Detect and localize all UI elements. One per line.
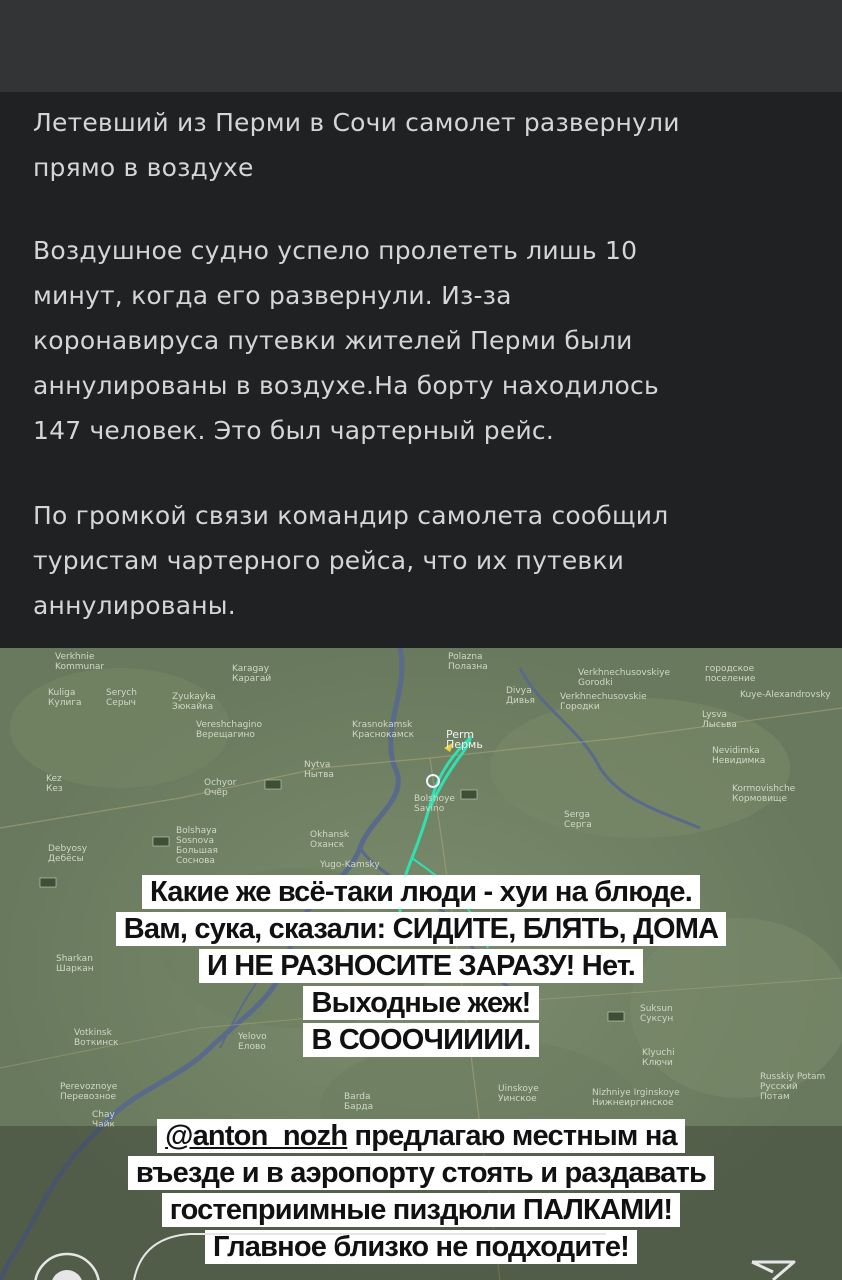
map-label: Chay Чайк	[92, 1110, 115, 1130]
top-bar	[0, 0, 842, 92]
post-line: прямо в воздухе	[33, 153, 254, 182]
sticker-line: въезде и в аэропорту стоять и раздавать	[128, 1156, 714, 1190]
map-label: Sharkan Шаркан	[56, 954, 94, 974]
map-label: Kormovishche Кормовище	[732, 784, 796, 804]
post-line: аннулированы в воздухе.На борту находилось	[33, 371, 659, 400]
user-mention-link[interactable]: @anton_nozh	[165, 1120, 348, 1152]
post-line: туристам чартерного рейса, что их путевки	[33, 546, 625, 575]
map-label: Bolshaya Sosnova Большая Сосновa	[176, 826, 218, 866]
map-label: Kuye-Alexandrovsky	[740, 690, 831, 700]
map-label: Karagay Карагай	[232, 664, 272, 684]
map-label: Verkhnie Kommunar	[55, 652, 105, 672]
map-label: Nevidimka Невидимка	[712, 746, 766, 766]
sticker-line	[157, 1119, 685, 1153]
map-label: Votkinsk Воткинск	[74, 1028, 119, 1048]
map-label: Nytva Нытва	[304, 760, 334, 780]
map-label: Yelovo Елово	[238, 1032, 267, 1052]
road-shield-icon	[265, 780, 281, 789]
post-line: минут, когда его развернули. Из-за	[33, 281, 512, 310]
message-bubble-icon[interactable]	[130, 1230, 610, 1280]
road-shield-icon	[153, 837, 169, 846]
post-line: Воздушное судно успело пролететь лишь 10	[33, 236, 638, 265]
sticker-line: Какие же всё-таки люди - хуи на блюде.	[142, 875, 700, 909]
sticker-text: предлагаю местным на	[347, 1120, 677, 1152]
map-label: Perevoznoye Перевозное	[60, 1082, 118, 1102]
post-line: Летевший из Перми в Сочи самолет развернули	[33, 108, 680, 137]
map-label: Uinskoye Уинское	[498, 1084, 539, 1104]
road-shield-icon	[461, 790, 477, 799]
post-paragraph-2	[33, 228, 823, 453]
sticker-line: В СОООЧИИИИ.	[303, 1023, 538, 1057]
map-label: Polazna Полазна	[448, 652, 488, 672]
map-label: Divya Дивья	[506, 686, 535, 706]
sticker-line: гостеприимные пиздюли ПАЛКАМИ!	[162, 1193, 681, 1227]
map-label: Kez Кез	[46, 774, 63, 794]
post-text-block	[0, 92, 842, 648]
map-label: Russkiy Potam Русский Потам	[760, 1072, 826, 1102]
map-label: Nizhniye Irginskoye Нижнеиргинское	[592, 1088, 680, 1108]
map-label: Bolshoye Savino	[414, 794, 455, 814]
map-label: Sergа Серга	[564, 810, 592, 830]
map-label: Lysva Лысьва	[702, 710, 737, 730]
sticker-line: Выходные жеж!	[303, 986, 538, 1020]
send-icon[interactable]	[748, 1258, 798, 1280]
map-label: Suksun Суксун	[640, 1004, 674, 1024]
map-label: городское поселение	[705, 664, 756, 684]
map-label: Verkhnechusovskiye Gorodki	[578, 668, 670, 688]
map-label: Debyosy Дебёсы	[48, 844, 88, 864]
map-label-perm: Perm Пермь	[446, 728, 483, 751]
map-label: Serych Серыч	[106, 688, 137, 708]
camera-icon[interactable]	[32, 1246, 102, 1280]
map-label: Okhansk Оханск	[310, 830, 350, 850]
post-line: аннулированы.	[33, 591, 236, 620]
map-label: Ochyor Очёр	[204, 778, 237, 798]
post-paragraph-3	[33, 493, 823, 628]
map-label: Verkhnechusovskie Городки	[560, 692, 647, 712]
story-text-sticker-1	[0, 874, 842, 1059]
map-label: Klyuchi Ключи	[642, 1048, 675, 1068]
map-label: Yugo-Kamsky	[320, 860, 380, 870]
post-line: коронавируса путевки жителей Перми были	[33, 326, 633, 355]
map-label: Barda Барда	[344, 1092, 374, 1112]
post-paragraph-1	[33, 100, 823, 190]
map-label: Vereshchagino Верещагино	[196, 720, 263, 740]
map-label: Krasnokamsk Краснокамск	[352, 720, 415, 740]
map-label: Kuliga Кулига	[48, 688, 82, 708]
post-line: По громкой связи командир самолета сообщил	[33, 501, 669, 530]
sticker-line: И НЕ РАЗНОСИТЕ ЗАРАЗУ! Нет.	[199, 949, 643, 983]
terrain-patch	[490, 698, 790, 838]
sticker-line: Главное близко не подходите!	[205, 1230, 637, 1264]
map-label: Zyukayka Зюкайка	[172, 692, 216, 712]
post-line: 147 человек. Это был чартерный рейс.	[33, 416, 554, 445]
sticker-line: Вам, сука, сказали: СИДИТЕ, БЛЯТЬ, ДОМА	[116, 912, 726, 946]
